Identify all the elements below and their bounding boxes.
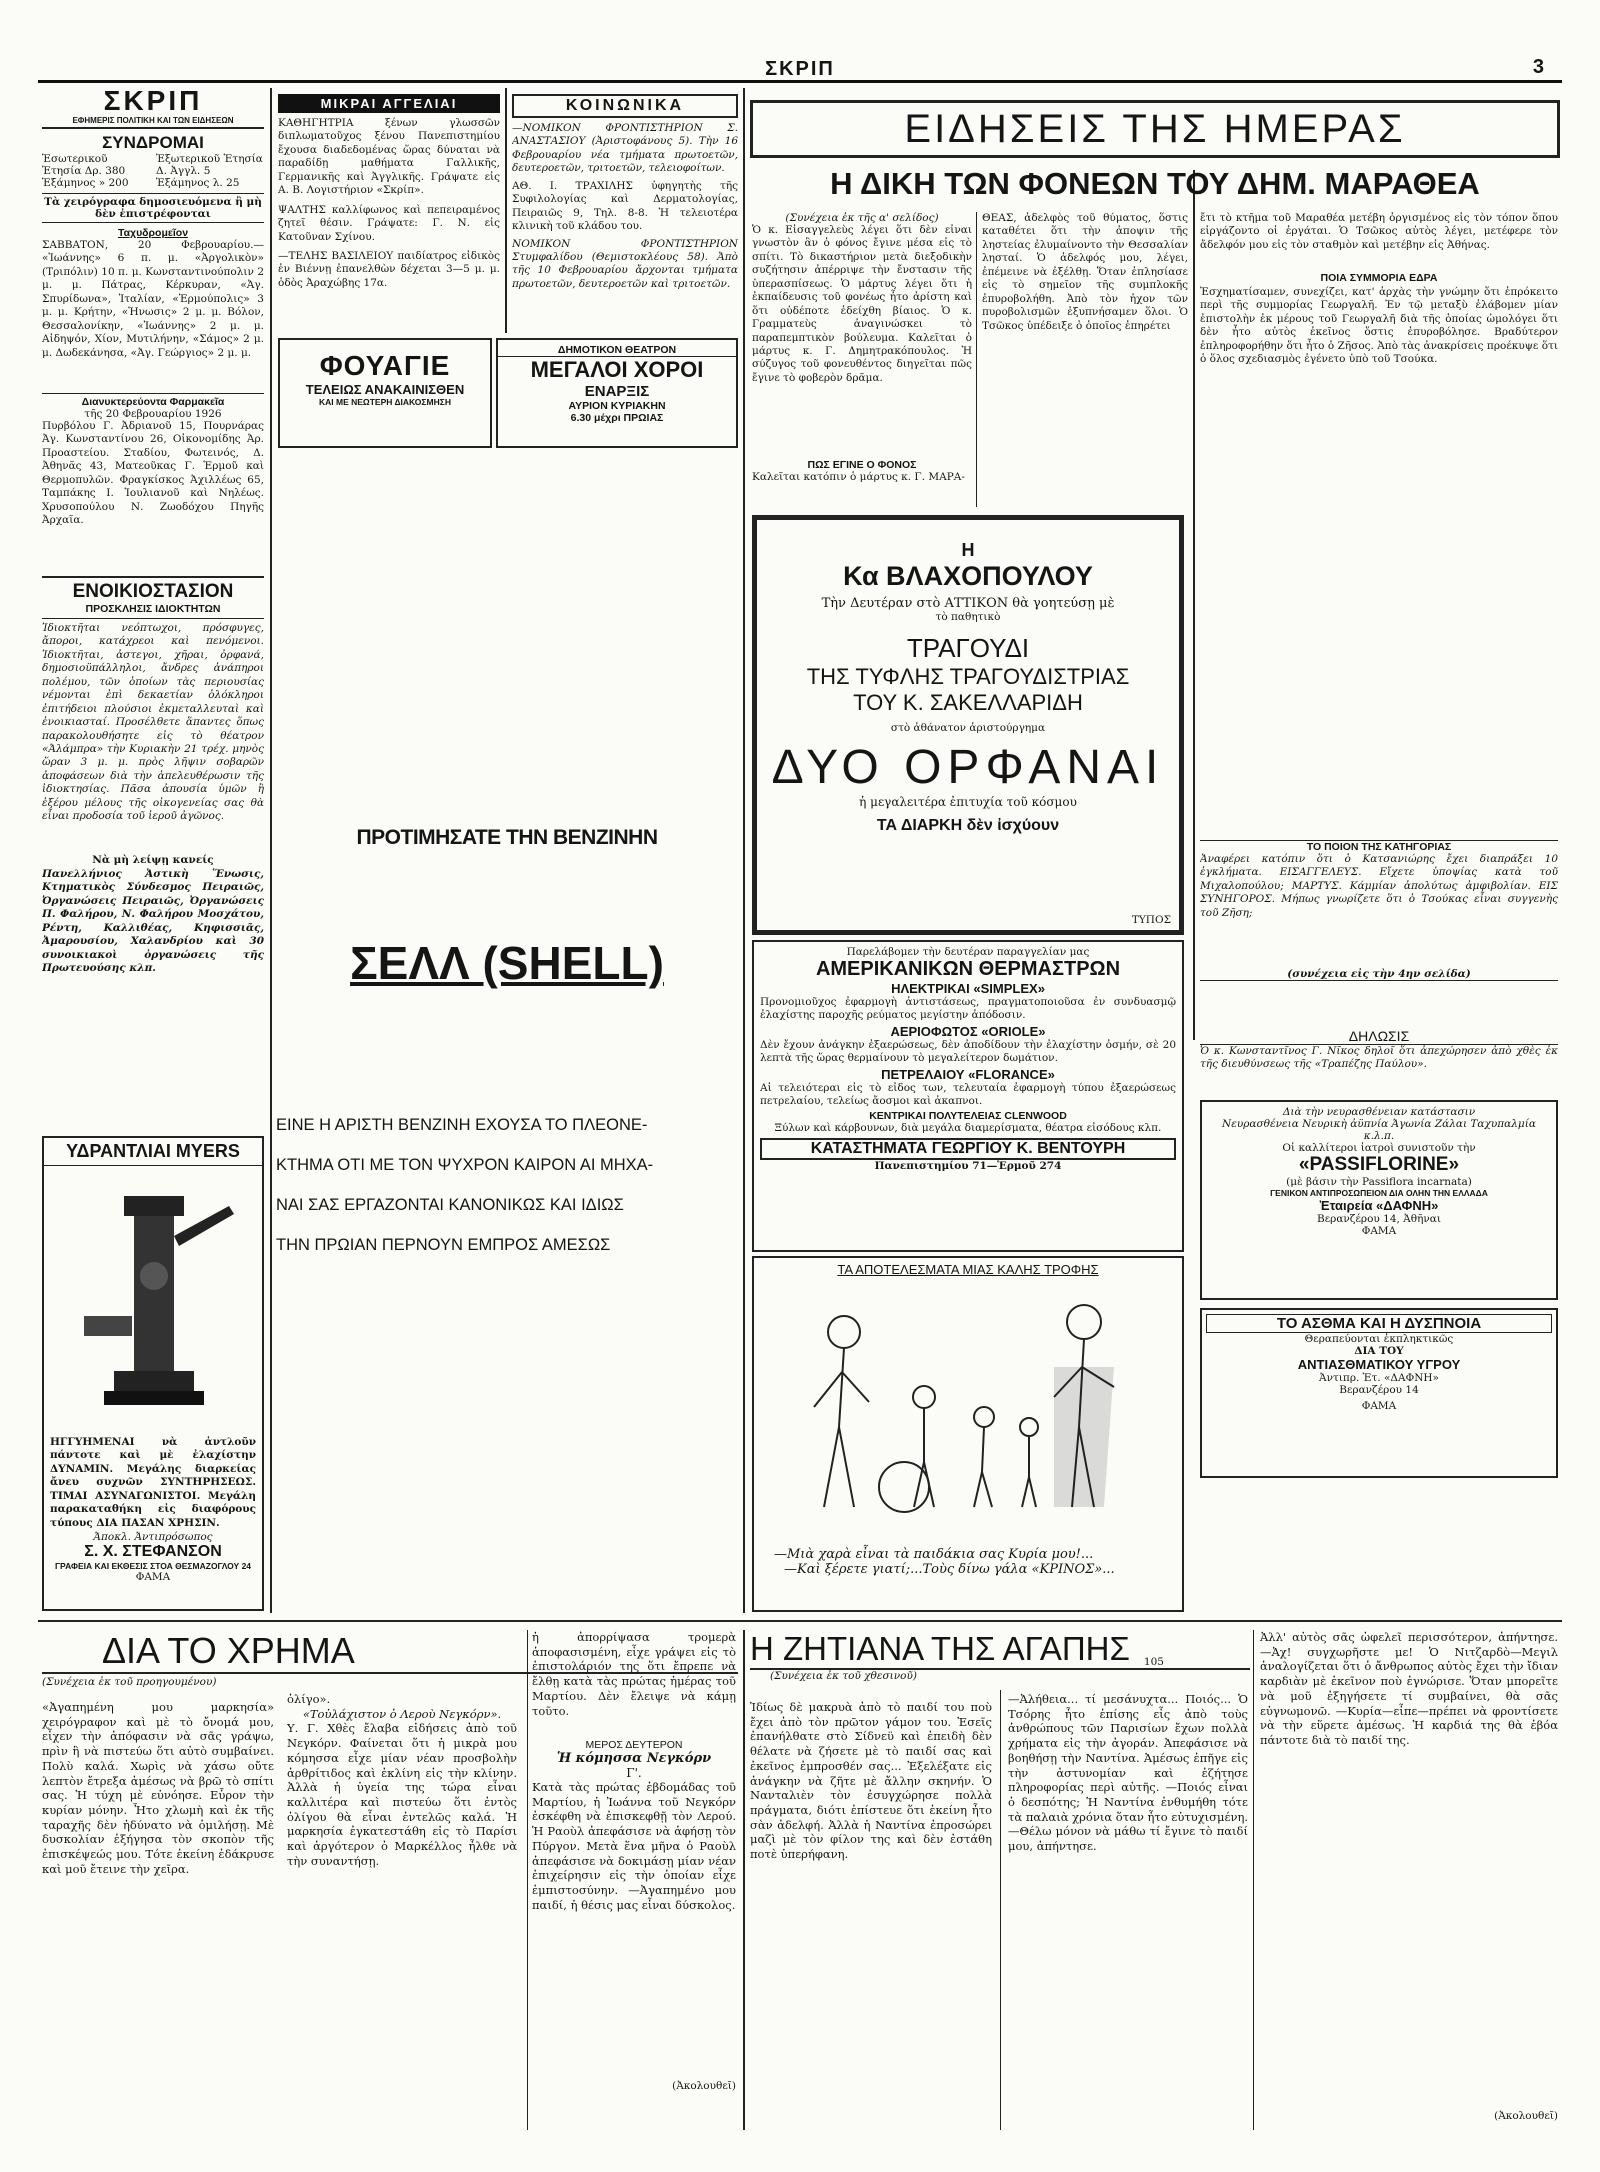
small-ad-pediatrician: —ΤΕΛΗΣ ΒΑΣΙΛΕΙΟΥ παιδίατρος εἰδικὸς ἐν Βιέννῃ ἐπανελθὼν δέχεται 3—5 μ. μ. ὁδὸς Ἀραχώβης 17α. <box>278 249 500 289</box>
news-banner-title: ΕΙΔΗΣΕΙΣ ΤΗΣ ΗΜΕΡΑΣ <box>892 107 1417 152</box>
heaters-kitchen-text: Ξύλων καὶ κάρβουνων, διὰ μεγάλα διαμερίσματα, θέατρα εἰσόδους κλπ. <box>774 1122 1162 1134</box>
heaters-gas: ΑΕΡΙΟΦΩΤΟΣ «ORIOLE» <box>890 1024 1046 1039</box>
shell-line-4: ΤΗΝ ΠΡΩΙΑΝ ΠΕΡΝΟΥΝ ΕΜΠΡΟΣ ΑΜΕΣΩΣ <box>276 1236 611 1254</box>
passiflorine-name: «PASSIFLORINE» <box>1298 1154 1460 1175</box>
shell-line-3: ΝΑΙ ΣΑΣ ΕΡΓΑΖΟΝΤΑΙ ΚΑΝΟΝΙΚΩΣ ΚΑΙ ΙΔΙΩΣ <box>276 1196 624 1214</box>
serial-2-col-2: —Ἀλήθεια... τί μεσάνυχτα... Ποιός... Ὁ Τσόρης ἦτο ἐπίσης εἷς ἀπὸ τοὺς ἀνθρώπους τῶν Παρισίων ἔχων πολλὰ χρήματα εἰς τὴν ἀγοράν. Ἀπεφάσισε νὰ βοηθήσῃ τὴν Ναντίνα. Ἀμέσως ἐπῆγε εἰς τὴν ἀστυνομίαν καὶ ἐζήτησε πληροφορίας περὶ αὐτῆς. —Ποιός εἶναι ὁ δεσπότης; Ἡ Ναντίνα ἐνθυμήθη τότε τὰ παλαιὰ χρόνια ὅταν ἦτο εὐτυχισμένη. —Θέλω μόνον νὰ μάθω τί ἔγινε τὸ παιδί μου, ἀπήντησε. <box>1008 1692 1248 1854</box>
social-text-2: ΑΘ. Ι. ΤΡΑΧΙΛΗΣ ὑφηγητὴς τῆς Συφιλολογίας καὶ Δερματολογίας, Πειραιῶς 9, Τηλ. 8-8. Ἡ τελειοτέρα κλινικὴ τοῦ κλάδου του. <box>512 179 738 233</box>
rent-note: Νὰ μὴ λείψῃ κανείς <box>92 854 214 866</box>
mail-title: Ταχυδρομεῖον <box>117 227 189 239</box>
section-divider <box>38 1620 1562 1622</box>
heaters-kitchen: ΚΕΝΤΡΙΚΑΙ ΠΟΛΥΤΕΛΕΙΑΣ CLENWOOD <box>869 1110 1067 1122</box>
pharmacies-date: τῆς 20 Φεβρουαρίου 1926 <box>84 408 222 420</box>
passiflorine-line-3: Οἱ καλλίτεροι ἰατροὶ συνιστοῦν τὴν <box>1282 1142 1476 1154</box>
column-divider <box>270 88 272 1613</box>
serial-1-chapter-title: Ἡ κόμησσα Νεγκόρν <box>556 1751 712 1766</box>
asthma-line-5: Βερανζέρου 14 <box>1339 1384 1419 1396</box>
serial-2-col-3 <box>1260 1630 1558 2140</box>
vlachopoulou-line-7: ΤΑ ΔΙΑΡΚΗ δὲν ἰσχύουν <box>876 817 1060 834</box>
vlachopoulou-line-3: ΤΗΣ ΤΥΦΛΗΣ ΤΡΑΓΟΥΔΙΣΤΡΙΑΣ <box>806 664 1130 689</box>
subscription-domestic: Ἐσωτερικοῦ Ἐτησία Δρ. 380 Ἑξάμηνος » 200 <box>42 153 129 189</box>
pumps-agent: Ἀποκλ. Ἀντιπρόσωπος <box>93 1531 213 1543</box>
heaters-oil: ΠΕΤΡΕΛΑΙΟΥ «FLORANCE» <box>881 1067 1055 1082</box>
declaration-text: Ὁ κ. Κωνσταντῖνος Γ. Νῖκος δηλοῖ ὅτι ἀπεχώρησεν ἀπὸ χθὲς ἐκ τῆς διευθύνσεως τῆς «Τραπέζης Παύλου». <box>1200 1045 1558 1071</box>
news-continued: (Συνέχεια ἐκ τῆς α' σελίδος) <box>785 212 939 224</box>
news-continued-footer: (συνέχεια εἰς τὴν 4ην σελίδα) <box>1200 968 1558 981</box>
passiflorine-line-4: (μὲ βάσιν τὴν Passiflora incarnata) <box>1286 1176 1472 1188</box>
heaters-subtitle: ΗΛΕΚΤΡΙΚΑΙ «SIMPLEX» <box>891 981 1045 996</box>
serial-2-col-1: Ἰδίως δὲ μακρυὰ ἀπὸ τὸ παιδί του ποὺ ἔχει ἀπὸ τὸν πρῶτον γάμον του. Ἐσεῖς ἐπανήλθατε στὸ Σίδνεϋ καὶ ἐπειδὴ δὲν θέλατε νὰ ζήσετε μὲ τὸ παιδί σας καὶ ἐκεῖνος ἐμπροσθέν σας... Ἐξελέξατε εἰς ἀνάγκην νὰ ζῆτε μὲ ἄλλην σκηνήν. Ὁ Νανταλιὲν τὸν ἐσυγχώρησε πολλὰ πράγματα, διότι ἐπίστευε ὅτι ἐκείνη ἦτο σὰν ἀδελφή. Ἀλλὰ ἡ Ναντίνα ἐπροσώρει μαζὶ μὲ τὸν φίλον της καὶ δὲν ἐστάθη ποτὲ ὑπερήφανη. <box>750 1700 992 1862</box>
serial-1-col-2-text: Υ. Γ. Χθὲς ἔλαβα εἰδήσεις ἀπὸ τοῦ Νεγκόρν. Φαίνεται ὅτι ἡ μικρὰ μου κόμησσα εἶχε μίαν νέαν προσβολὴν ἀρθρίτιδος καὶ ἐκλίνη εἰς τὴν κλίνην. Ἀλλὰ ἡ ὑγεία της τώρα εἶναι καλλιτέρα καὶ πιστεύω ὅτι ἐντὸς ὀλίγου θὰ εἶναι ἐντελῶς καλά. Ἡ μαρκησία ἐγκατεστάθη εἰς τὸ Παρίσι καὶ ἀργότερον ὁ Μαρκέλλος ἦλθε νὰ τὴν συναντήσῃ. <box>287 1721 517 1868</box>
vlachopoulou-ad <box>752 515 1184 935</box>
asthma-ad <box>1200 1308 1558 1478</box>
serial-2-number: 105 <box>1143 1656 1164 1668</box>
news-headline: Η ΔΙΚΗ ΤΩΝ ΦΟΝΕΩΝ ΤΟΥ ΔΗΜ. ΜΑΡΑΘΕΑ <box>830 166 1480 201</box>
vlachopoulou-line-2: τὸ παθητικὸ <box>935 611 1001 623</box>
passiflorine-dafni: Ἐταιρεία «ΔΑΦΝΗ» <box>1319 1198 1439 1213</box>
heaters-intro: Παρελάβομεν τὴν δευτέραν παραγγελίαν μας <box>846 946 1090 958</box>
news-col2-text: ΘΕΑΣ, ἀδελφὸς τοῦ θύματος, ὅστις καταθέτει ὅτι τὴν ἀποψιν τῆς ληστείας ἐλυμαίνοντο τὴν Θεσσαλίαν λησταί. Ὁ ἀδελφός μου, λέγει, ἐπέμεινε νὰ ἐξέλθῃ. Ὅταν ἐπλησίασε εἰς τὸ σημεῖον τῆς συμπλοκῆς ἐπυροβολήθη. Ἀπὸ τὸν ἠχον τῶν πυροβολισμῶν ἐξυπνήσαμεν ὅλοι. Ὁ Τσῶκος ὑπέδειξε ὁ ὁποῖος ἐπηρέτει <box>982 212 1188 332</box>
news-col3-text: ἔτι τὸ κτῆμα τοῦ Μαραθέα μετέβη ὀργισμένος εἰς τὸν τόπον ὅπου εἰργάζοντο οἱ ἐργάται. Ὁ Τσῶκος αὐτὸς λέγει, μετέφερε τὸν ἄδελφόν μου εἰς τὸν σταθμὸν καὶ μετέβην εἰς Ἀθήνας. <box>1200 212 1558 251</box>
vlachopoulou-typos: ΤΥΠΟΣ <box>1131 914 1171 926</box>
social-title: ΚΟΙΝΩΝΙΚΑ <box>512 94 738 118</box>
rent-subtitle: ΠΡΟΣΚΛΗΣΙΣ ΙΔΙΟΚΤΗΤΩΝ <box>42 603 264 619</box>
vlachopoulou-article: Η <box>961 540 975 560</box>
asthma-line-2: ΔΙΑ ΤΟΥ <box>1354 1345 1404 1357</box>
fouagie-line-2: ΚΑΙ ΜΕ ΝΕΩΤΕΡΗ ΔΙΑΚΟΣΜΗΣΗ <box>319 397 451 407</box>
theater-time: 6.30 μέχρι ΠΡΩΙΑΣ <box>570 412 664 424</box>
passiflorine-ad <box>1200 1100 1558 1300</box>
heaters-address: Πανεπιστημίου 71—Ἑρμοῦ 274 <box>874 1160 1062 1172</box>
pumps-address: ΓΡΑΦΕΙΑ ΚΑΙ ΕΚΘΕΣΙΣ ΣΤΟΑ ΘΕΣΜΑΖΟΓΛΟΥ 24 <box>54 1561 252 1571</box>
news-col1-text: Ὁ κ. Εἰσαγγελεὺς λέγει ὅτι δὲν εἶναι γνωστὸν ἂν ὁ φόνος ἔγινε μέσα εἰς τὸ σπίτι. Τὸ δικαστήριον μετὰ διεξοδικὴν συζήτησιν ἀπέρριψε τὴν ἔνστασιν τῆς ὑπερασπίσεως. Ὁ μάρτυς λέγει ὅτι ἡ ἐκπαίδευσις τοῦ φονέως ἦτο ἀρίστη καὶ ὅτι οὐδέποτε ἐδείχθη βίαιος. Ὁ κ. Γραμματεὺς ἀναγινώσκει τὸ παραπεμπτικὸν βούλευμα. Καλεῖται ὁ μάρτυς κ. Γ. Δημητρακόπουλος. Ἡ σύζυγος τοῦ φονευθέντος διηγεῖται πῶς ἔγινε τὸ φοβερὸν δρᾶμα. <box>752 224 972 384</box>
krinos-caption-2: —Καὶ ξέρετε γιατί;...Τοὺς δίνω γάλα «ΚΡΙΝΟΣ»... <box>784 1562 1115 1577</box>
rent-title: ΕΝΟΙΚΙΟΣΤΑΣΙΟΝ <box>42 576 264 603</box>
serial-1-signature: (Ἀκολουθεῖ) <box>672 2080 736 2092</box>
rent-signers: Πανελλήνιος Ἀστικὴ Ἕνωσις, Κτηματικὸς Σύνδεσμος Πειραιῶς, Ὀργανώσεις Πειραιῶς, Ὀργανώσεις Π. Φαλήρου, Ν. Φαλήρου Μοσχάτου, Ρέντη, Καλλιθέας, Κηφισσιᾶς, Ἀμαρουσίου, Χαλανδρίου καὶ 30 συνοικιακοὶ ὀργανώσεις τῆς Πρωτευούσης κλπ. <box>42 868 264 975</box>
serial-2-title: Η ΖΗΤΙΑΝΑ ΤΗΣ ΑΓΑΠΗΣ <box>750 1630 1130 1667</box>
shell-ad <box>276 456 738 1606</box>
heaters-gas-text: Δὲν ἔχουν ἀνάγκην ἐξαερώσεως, δὲν ἀποδίδουν τὴν ἐλαχίστην ὀσμήν, σὲ 20 λεπτὰ τῆς ὥρας θερμαίνουν τὸ μεγαλείτερον δωμάτιον. <box>760 1039 1176 1065</box>
family-illustration <box>754 1277 1182 1547</box>
theater-subtitle: ΕΝΑΡΞΙΣ <box>584 383 650 400</box>
theater-ad <box>496 338 738 448</box>
asthma-line-4: Ἀντιπρ. Ἑτ. «ΔΑΦΝΗ» <box>1319 1372 1439 1384</box>
declaration <box>1200 1028 1558 1088</box>
shell-brand: ΣΕΛΛ (SHELL) <box>350 937 664 989</box>
mini-subtitle: ΕΦΗΜΕΡΙΣ ΠΟΛΙΤΙΚΗ ΚΑΙ ΤΩΝ ΕΙΔΗΣΕΩΝ <box>42 116 264 129</box>
krinos-caption-1: —Μιὰ χαρὰ εἶναι τὰ παιδάκια σας Κυρία μου!... <box>774 1547 1094 1562</box>
news-col3-body: Ἐσχηματίσαμεν, συνεχίζει, κατ' ἀρχὰς τὴν γνώμην ὅτι ἐπρόκειτο περὶ τῆς συμμορίας Γεωργαλῆ. Ἐν τῷ μεταξὺ ἐλάβομεν μίαν ἐπιστολὴν ἐκ μέρους τοῦ Γεωργαλῆ διὰ τῆς ὁποίας ὠμολόγει ὅτι δὲν ἦτο αὐτὸς ἐκεῖνος ὅστις ἐπυροβόλησε. Βραδύτερον ἐπληροφορήθην ὅτι ἦτο ὁ Ζῆσος. Ἀπὸ τὰς ἀνακρίσεις προέκυψε ὅτι ὁ ὅλος σχεδιασμὸς ἐγένετο ὑπὸ τοῦ Τσούκα. <box>1200 286 1558 366</box>
serial-1-col-2-head: ὀλίγο». <box>287 1692 331 1706</box>
pharmacies-title: Διανυκτερεύοντα Φαρμακεῖα <box>42 393 264 408</box>
news-col3-subhead-2: ΤΟ ΠΟΙΟΝ ΤΗΣ ΚΑΤΗΓΟΡΙΑΣ <box>1200 840 1558 853</box>
serial-2-continued: (Συνέχεια ἐκ τοῦ χθεσινοῦ) <box>770 1670 917 1682</box>
manuscripts-note: Τὰ χειρόγραφα δημοσιευόμενα ἢ μὴ δὲν ἐπιστρέφονται <box>42 193 264 223</box>
pumps-name: Σ. Χ. ΣΤΕΦΑΝΣΟΝ <box>84 1543 222 1560</box>
heaters-store: ΚΑΤΑΣΤΗΜΑΤΑ ΓΕΩΡΓΙΟΥ Κ. ΒΕΝΤΟΥΡΗ <box>760 1138 1176 1160</box>
theater-title: ΜΕΓΑΛΟΙ ΧΟΡΟΙ <box>530 357 704 382</box>
serial-2 <box>750 1630 1560 2150</box>
serial-1-part: ΜΕΡΟΣ ΔΕΥΤΕΡΟΝ <box>585 1739 683 1751</box>
serial-1-col-2 <box>287 1692 517 2142</box>
vlachopoulou-name: Κα ΒΛΑΧΟΠΟΥΛΟΥ <box>843 561 1093 591</box>
heaters-subtitle-text: Προνομιοῦχος ἐφαρμογὴ ἀντιστάσεως, πραγματοποιοῦσα ἐν συνδυασμῷ ἐλαχίστης παροχῆς ρεύματος μεγίστην ἀπόδοσιν. <box>760 996 1176 1022</box>
small-ad-cantor: ΨΑΛΤΗΣ καλλίφωνος καὶ πεπειραμένος ζητεῖ θέσιν. Γράψατε: Γ. Ν. εἰς Κατοῦναν Σχίνου. <box>278 203 500 243</box>
krinos-ad <box>752 1256 1184 1612</box>
small-ads-title: ΜΙΚΡΑΙ ΑΓΓΕΛΙΑΙ <box>278 94 500 113</box>
social-column <box>512 94 738 334</box>
page-number: 3 <box>1532 56 1544 78</box>
heaters-title: ΑΜΕΡΙΚΑΝΙΚΩΝ ΘΕΡΜΑΣΤΡΩΝ <box>815 958 1121 980</box>
news-banner <box>750 100 1560 158</box>
social-text-3: ΝΟΜΙΚΟΝ ΦΡΟΝΤΙΣΤΗΡΙΟΝ Στυμφαλίδου (Θεμιστοκλέους 58). Ἀπὸ τῆς 10 Φεβρουαρίου ἄρχονται τμήματα πρωτοετῶν, δευτεροετῶν καὶ τριτοετῶν. <box>512 237 738 290</box>
fouagie-name: ΦΟΥΑΓΙΕ <box>319 350 451 381</box>
column-divider <box>743 1630 745 2130</box>
krinos-top: ΤΑ ΑΠΟΤΕΛΕΣΜΑΤΑ ΜΙΑΣ ΚΑΛΗΣ ΤΡΟΦΗΣ <box>837 1262 1099 1277</box>
mail-text: ΣΑΒΒΑΤΟΝ, 20 Φεβρουαρίου.— «Ἰωάννης» 6 π. μ. «Ἀργολικὸν» (Τριπόλιν) 10 π. μ. Κωνσταντινούπολιν 2 μ. μ. Πάτρας, Κέρκυραν, «Ἀγ. Σπυρίδωνα», Ἰταλίαν, «Ἑρμούπολις» 3 μ. μ. Κρήτην, «Ἡνωσις» 2 μ. μ. Βόλον, Θεσσαλονίκην, «Ἰωάννης» 2 μ. μ. Αἰδηψόν, Χίον, Μυτιλήνην, «Σάμος» 2 μ. μ. Δωδεκάνησα, «Ἀγ. Γεώργιος» 2 μ. μ. <box>42 239 264 359</box>
small-ad-tutor: ΚΑΘΗΓΗΤΡΙΑ ξένων γλωσσῶν διπλωματοῦχος ξένου Πανεπιστημίου ἔχουσα διαδεδομένας ὥρας δύναται νὰ παραδίδῃ μαθήματα Γαλλικῆς, Γερμανικῆς καὶ Ἀγγλικῆς. Γράψατε εἰς Α. Β. Λογιστήριον «Σκρίπ». <box>278 117 500 197</box>
vlachopoulou-song: ΤΡΑΓΟΥΔΙ <box>906 633 1030 663</box>
mini-logo: ΣΚΡΙΠ <box>103 86 203 116</box>
vlachopoulou-line-4: ΤΟΥ Κ. ΣΑΚΕΛΛΑΡΙΔΗ <box>853 690 1083 715</box>
pumps-title: ΥΔΡΑΝΤΛΙΑΙ ΜΥΕRS <box>44 1138 262 1166</box>
shell-line-1: ΕΙΝΕ Η ΑΡΙΣΤΗ ΒΕΝΖΙΝΗ ΕΧΟΥΣΑ ΤΟ ΠΛΕΟΝΕ- <box>276 1116 648 1134</box>
news-col3-body-2: Ἀναφέρει κατόπιν ὅτι ὁ Κατσανιώρης ἔχει διαπράξει 10 ἐγκλήματα. ΕΙΣΑΓΓΕΛΕΥΣ. Εἴχετε ὑποψίας κατὰ τοῦ Μιχαλοπούλου; ΜΑΡΤΥΣ. Κάμμίαν ἀπολύτως ἀμφιβολίαν. ΕΙΣ ΣΥΝΗΓΟΡΟΣ. Μήπως γνωρίζετε ὅτι ὁ Τσούκας εἶναι συγγενὴς τοῦ Ζῆση; <box>1200 853 1558 919</box>
serial-1-col-2-quote: «Τοὐλάχιστον ὁ Λεροὺ Νεγκόρν». <box>302 1706 502 1721</box>
news-col1-subhead: ΠΩΣ ΕΓΙΝΕ Ο ΦΟΝΟΣ <box>807 459 917 471</box>
vlachopoulou-line-1: Τὴν Δευτέραν στὸ ΑΤΤΙΚΟΝ θὰ γοητεύσῃ μὲ <box>821 596 1115 611</box>
vlachopoulou-line-6: ἡ μεγαλειτέρα ἐπιτυχία τοῦ κόσμου <box>859 795 1077 809</box>
serial-1-title: ΔΙΑ ΤΟ ΧΡΗΜΑ <box>42 1630 738 1674</box>
passiflorine-line-2: Νευρασθένεια Νευρικὴ ἀϋπνία Ἀγωνία Ζάλαι Ταχυπαλμία κ.λ.π. <box>1222 1118 1536 1142</box>
pumps-footer: ΦΑΜΑ <box>135 1571 171 1583</box>
heaters-oil-text: Αἱ τελειότεραι εἰς τὸ εἶδος των, τελευταία ἐφαρμογὴ τύπου ἐξαερώσεως πετρελαίου, τελείως ἄοσμοι καὶ ἀκαπνοι. <box>760 1082 1176 1108</box>
fouagie-ad <box>278 338 492 448</box>
serial-1-col-3-text-2: Κατὰ τὰς πρώτας ἑβδομάδας τοῦ Μαρτίου, ἡ Ἰωάννα τοῦ Νεγκόρν ἐσκέφθη νὰ ἐπισκεφθῇ τὸν Λερού. Ἡ Ραοὺλ ἀπεφάσισε νὰ ἀφήσῃ τὸν Πύργον. Μετὰ ἕνα μῆνα ὁ Ραοὺλ ἀπεφάσισε νὰ δοκιμάσῃ μίαν νέαν ἐπιχείρησιν εἰς τὴν ὁποίαν εἶχε ἐμπιστοσύνην. —Ἀγαπημένο μου παιδί, ἡ θέσις μας εἶναι δύσκολος. <box>532 1780 736 1912</box>
pharmacies-text: Πυρβόλου Γ. Ἀδριανοῦ 15, Πουρνάρας Ἀγ. Κωνσταντίνου 26, Οἰκονομίδης Ἀρ. Προαστείου. Σταδίου, Φωτεινός, Δ. Ἀθηνᾶς 43, Ματεοῦκας Γ. Ἑρμοῦ καὶ Θερμοπυλῶν. Φραγκίσκος Ἀχιλλέως 65, Ταμπάκης Ι. Ἰουλιανοῦ καὶ Νηλέως. Χρυσοπούλου Ν. Ζωοδόχου Πηγῆς Ἀρχαῖα. <box>42 420 264 527</box>
passiflorine-line-6: Βερανζέρου 14, Ἀθῆναι <box>1317 1213 1441 1225</box>
asthma-fama: ΦΑΜΑ <box>1361 1400 1397 1412</box>
vlachopoulou-film: ΔΥΟ ΟΡΦΑΝΑΙ <box>771 741 1165 794</box>
pumps-text: ΗΓΓΥΗΜΕΝΑΙ νὰ ἀντλοῦν πάντοτε καὶ μὲ ἐλαχίστην ΔΥΝΑΜΙΝ. Μεγάλης διαρκείας ἄνευ συχνῶν ΣΥΝΤΗΡΗΣΕΩΣ. ΤΙΜΑΙ ΑΣΥΝΑΓΩΝΙΣΤΟΙ. Μεγάλη παρακαταθήκη εἰς διαφόρους τύπους ΔΙΑ ΠΑΣΑΝ ΧΡΗΣΙΝ. <box>50 1436 256 1529</box>
serial-1-col-1: «Ἀγαπημένη μου μαρκησία» χειρόγραφον καὶ μὲ τὸ ὄνομά μου, εἶχεν τὴν ἀπόφασιν νὰ σᾶς γράψω, πρὶν ἢ νὰ πιστεύω ὅτι αὐτὸ συμβαίνει. Πολὺ καλά. Χωρὶς νὰ χάσω οὔτε λεπτὸν ἔτρεξα ἀμέσως νὰ βρῶ τὸ σπίτι σας. Ἡ τύχη μὲ εὐνόησε. Εὗρον τὴν κυρίαν μόνην. Ἦτο χλωμὴ καὶ ἐκ τῆς ταραχῆς δὲν ἠδύνατο νὰ ὁμιλήσῃ. Μὲ δυσκολίαν ἐξήγησα τὸν σκοπὸν τῆς ἐπισκέψεώς μου. Τότε ἐκείνη ἐδάκρυσε καὶ μοῦ ἔτεινε τὴν χεῖρα. <box>42 1700 274 1876</box>
serial-1 <box>42 1630 738 2150</box>
theater-top: ΔΗΜΟΤΙΚΟΝ ΘΕΑΤΡΟΝ <box>498 344 736 357</box>
asthma-title: ΤΟ ΑΣΘΜΑ ΚΑΙ Η ΔΥΣΠΝΟΙΑ <box>1206 1314 1552 1333</box>
serial-2-signature: (Ἀκολουθεῖ) <box>1494 2110 1558 2122</box>
serial-1-continued: (Συνέχεια ἐκ τοῦ προηγουμένου) <box>42 1676 217 1688</box>
shell-headline: ΠΡΟΤΙΜΗΣΑΤΕ ΤΗΝ ΒΕΝΖΙΝΗΝ <box>356 826 658 849</box>
column-divider <box>976 212 977 507</box>
rent-text: Ἰδιοκτῆται νεόπτωχοι, πρόσφυγες, ἄποροι, κατάχρεοι καὶ πενόμενοι. Ἰδιοκτῆται, ἀστεγοι, χῆραι, ὀρφανά, δημοσιοϋπάλληλοι, ἄνδρες ἀνάπηροι πολέμου, τῶν ὁποίων τὰς περιουσίας νέμονται ἐπὶ δεκαετίαν ὁλόκληροι ἐπιτήδειοι πλούσιοι ἐκμεταλλευταὶ καὶ ἐνοικιασταί. Προσέλθετε ἅπαντες ὅπως παρακολουθήσητε εἰς τὸ θέατρον «Ἀλάμπρα» τὴν Κυριακὴν 21 τρέχ. μηνὸς ὥραν 3 μ. μ. πρὸς λῆψιν σοβαρῶν ἀποφάσεων διὰ τὴν ἀπελευθέρωσιν τῆς ἰδιοκτησίας. Πᾶσα ἀπουσία ὑμῶν ἢ ἑξέρου μέλους τῆς οἰκογενείας σας θὰ εἶναι προδοσία τοῦ ἱεροῦ ἀγῶνος. <box>42 622 264 823</box>
news-column-1 <box>752 212 972 510</box>
subscriptions-prices <box>42 153 264 189</box>
shell-line-2: ΚΤΗΜΑ ΟΤΙ ΜΕ ΤΟΝ ΨΥΧΡΟΝ ΚΑΙΡΟΝ ΑΙ ΜΗΧΑ- <box>276 1156 654 1174</box>
news-column-3 <box>1200 212 1558 1022</box>
serial-1-col-3 <box>532 1630 736 2140</box>
subscription-foreign: Ἐξωτερικοῦ Ἐτησία Δ. Ἀγγλ. 5 Ἑξάμηνος λ. 25 <box>156 153 263 189</box>
declaration-title: ΔΗΛΩΣΙΣ <box>1200 1028 1558 1045</box>
serial-1-col-3-text: ἡ ἀπορρίψασα τρομερὰ ἀποφασισμένη, εἶχε γράψει εἰς τὸ ἐπιστολάριόν της ὅτι ἔπρεπε νὰ ἔλθῃ κατὰ τὰς πρώτας ἡμέρας τοῦ Μαρτίου. Δὲν ἔλειψε νὰ κάμῃ τοῦτο. <box>532 1630 736 1718</box>
news-col3-subhead: ΠΟΙΑ ΣΥΜΜΟΡΙΑ ΕΔΡΑ <box>1320 272 1438 284</box>
asthma-line-3: ΑΝΤΙΑΣΘΜΑΤΙΚΟΥ ΥΓΡΟΥ <box>1297 1357 1461 1372</box>
water-pump-illustration <box>44 1166 262 1436</box>
left-column <box>42 86 264 1616</box>
small-ads <box>278 94 500 334</box>
pumps-ad <box>42 1136 264 1611</box>
column-divider <box>505 88 507 333</box>
passiflorine-line-1: Διὰ τὴν νευρασθένειαν κατάστασιν <box>1282 1106 1476 1118</box>
vlachopoulou-line-5: στὸ ἀθάνατον ἀριστούργημα <box>890 722 1046 734</box>
asthma-line-1: Θεραπεύονται ἐκπληκτικῶς <box>1304 1333 1454 1345</box>
social-text-1: —ΝΟΜΙΚΟΝ ΦΡΟΝΤΙΣΤΗΡΙΟΝ Σ. ΑΝΑΣΤΑΣΙΟΥ (Ἀριστοφάνους 5). Τὴν 16 Φεβρουαρίου νέα τμήματα πρωτοετῶν, δευτεροετῶν, τριτοετῶν, τελειοφοίτων. <box>512 122 738 175</box>
column-divider <box>1193 170 1195 1040</box>
passiflorine-fama: ΦΑΜΑ <box>1361 1225 1397 1237</box>
heaters-ad <box>752 940 1184 1252</box>
masthead: ΣΚΡΙΠ <box>765 58 835 80</box>
news-col1-tail: Καλεῖται κατόπιν ὁ μάρτυς κ. Γ. ΜΑΡΑ- <box>752 471 965 483</box>
passiflorine-line-5: ΓΕΝΙΚΟΝ ΑΝΤΙΠΡΟΣΩΠΕΙΟΝ ΔΙΑ ΟΛΗΝ ΤΗΝ ΕΛΛΑΔΑ <box>1270 1188 1488 1198</box>
fouagie-line-1: ΤΕΛΕΙΩΣ ΑΝΑΚΑΙΝΙΣΘΕΝ <box>305 382 465 397</box>
theater-date: ΑΥΡΙΟΝ ΚΥΡΙΑΚΗΝ <box>568 400 666 412</box>
serial-2-col-3-text: Ἀλλ' αὐτὸς σᾶς ὠφελεῖ περισσότερον, ἀπήντησε. —Ἀχ! συγχωρῆστε με! Ὁ Νιτζαρδὸ—Μεγιλ ἀναλογίζεται ὅτι ὁ ἄνθρωπος αὐτὸς ἔχει τὴν ἴδιαν καρδιὰν μὲ ἐκεῖνον ποὺ ἐγνώρισε. Ὅταν μπορεῖτε νὰ μοῦ ἐξηγήσετε τί συμβαίνει, θὰ σᾶς εὐγνωμονῶ. —Κυρία—εἶπε—πρέπει νὰ φροντίσετε νὰ τὴν εὕρετε ἀμέσως. Ἡ καρδιά της θὰ ἐβόα πάντοτε διὰ τὸ παιδί της. <box>1260 1630 1558 1748</box>
subscriptions-title: ΣΥΝΔΡΟΜΑΙ <box>102 133 204 152</box>
column-divider <box>743 88 745 1613</box>
news-column-2 <box>982 212 1188 510</box>
serial-1-chapter: Γ'. <box>626 1766 642 1780</box>
